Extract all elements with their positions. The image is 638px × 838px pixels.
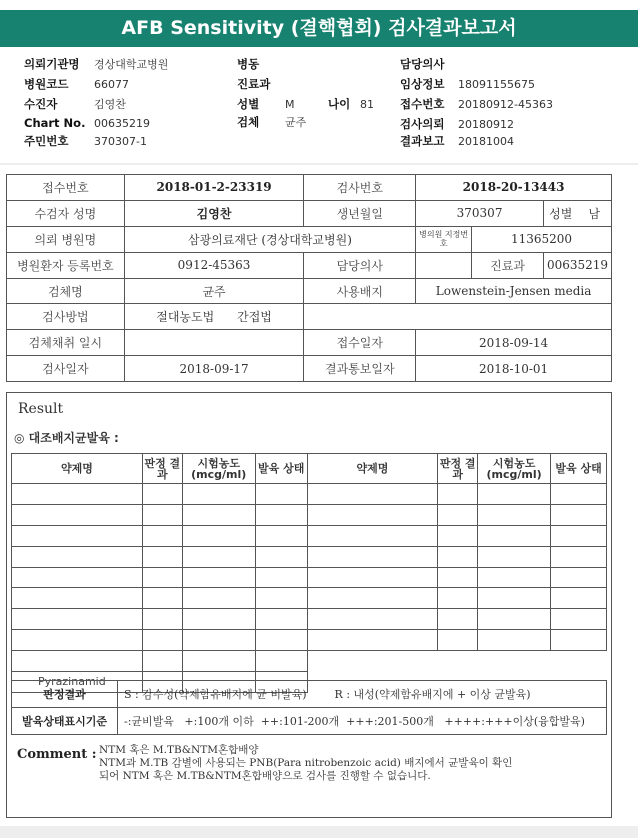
collect-label: 검체채취 일시 [7, 330, 125, 356]
sex-label: 성별 [549, 206, 573, 221]
doctor-label: 담당의사 [304, 252, 416, 278]
header-specimen: 검체 균주 [237, 115, 307, 129]
header-age: 나이 81 [328, 97, 374, 111]
header-institution: 의뢰기관명 경상대학교병원 [24, 57, 169, 71]
dob: 370307 [416, 200, 544, 226]
method-blank [304, 304, 612, 330]
comment-line-1: NTM 혹은 M.TB&NTM혼합배양 [99, 744, 259, 756]
col-judge: 판정 결과 [142, 454, 182, 484]
dept-value: 00635219 [543, 252, 611, 278]
comment-label: Comment : [17, 747, 97, 762]
col-conc-2: 시험농도 (mcg/ml) [478, 454, 551, 484]
test-no-label: 검사번호 [304, 175, 416, 201]
report-title: AFB Sensitivity (결핵협회) 검사결과보고서 [0, 10, 638, 47]
comment-line-3: 되어 NTM 혹은 M.TB&NTM혼합배양으로 검사를 진행할 수 없습니다. [99, 770, 431, 782]
method-absolute: 절대농도법 [156, 310, 215, 325]
header-patient: 수진자 김영찬 [24, 97, 126, 111]
growth-legend-label: 발육상태표시기준 [12, 708, 118, 735]
report-date-label: 결과통보일자 [304, 356, 416, 382]
judge-legend-label: 판정결과 [12, 681, 118, 708]
reg-no: 0912-45363 [124, 252, 304, 278]
hospital-no-label: 병의원 지정번호 [416, 226, 472, 252]
method-value [124, 304, 304, 330]
medium-value: Lowenstein-Jensen media [416, 278, 612, 304]
dept-label: 진료과 [472, 252, 544, 278]
header-hospital-code: 병원코드 66077 [24, 77, 129, 91]
doctor-value [416, 252, 472, 278]
header-chart-no: Chart No. 00635219 [24, 116, 150, 130]
col-judge-2: 판정 결과 [438, 454, 478, 484]
dob-label: 생년월일 [304, 200, 416, 226]
table-row [12, 504, 607, 525]
specimen-value: 균주 [124, 278, 304, 304]
collect-value [124, 330, 304, 356]
table-row [12, 630, 607, 651]
growth-legend-text: -:균비발육 +:100개 이하 ++:101-200개 +++:201-500개 ++++:+++이상(융합발육) [118, 708, 607, 735]
header-attending: 담당의사 [400, 57, 445, 71]
receipt-no: 2018-01-2-23319 [124, 175, 304, 201]
drug-table [11, 453, 607, 693]
footer-band [0, 826, 638, 838]
sex-value: 남 [588, 206, 601, 221]
header-resident-no: 주민번호 370307-1 [24, 134, 147, 148]
header-ward: 병동 [237, 57, 260, 71]
header-divider [0, 163, 638, 165]
receipt-no-label: 접수번호 [7, 175, 125, 201]
reg-label: 병원환자 등록번호 [7, 252, 125, 278]
col-growth-2: 발육 상태 [551, 454, 607, 484]
table-row [12, 525, 607, 546]
hospital-no: 11365200 [472, 226, 612, 252]
header-sex: 성별 M [237, 97, 295, 111]
col-drug-2: 약제명 [307, 454, 438, 484]
drug-pyrazinamid: Pyrazinamid [12, 672, 143, 693]
comment-text [99, 744, 609, 783]
header-dept: 진료과 [237, 77, 271, 91]
patient-name: 김영찬 [124, 200, 304, 226]
test-date-label: 검사일자 [7, 356, 125, 382]
table-row [12, 609, 607, 630]
header-receipt-no: 접수번호 20180912-45363 [400, 97, 553, 111]
hospital-label: 의뢰 병원명 [7, 226, 125, 252]
table-row [12, 567, 607, 588]
medium-label: 사용배지 [304, 278, 416, 304]
result-title: Result [18, 401, 64, 417]
table-row [12, 546, 607, 567]
header-report-date: 결과보고 20181004 [400, 134, 514, 148]
received-label: 접수일자 [304, 330, 416, 356]
method-label: 검사방법 [7, 304, 125, 330]
judge-legend-text: S : 감수성(약제함유배지에 균 비발육) R : 내성(약제함유배지에 + 이상 균발육) [118, 681, 607, 708]
control-growth-label: ◎ 대조배지균발육 : [14, 431, 119, 445]
legend-table [11, 680, 607, 735]
hospital-name: 삼광의료재단 (경상대학교병원) [124, 226, 415, 252]
specimen-info-table [6, 174, 612, 382]
patient-label: 수검자 성명 [7, 200, 125, 226]
report-date: 2018-10-01 [416, 356, 612, 382]
col-drug: 약제명 [12, 454, 143, 484]
header-request-date: 검사의뢰 20180912 [400, 117, 514, 131]
sex-cell [543, 200, 611, 226]
received-value: 2018-09-14 [416, 330, 612, 356]
header-clinical-info: 임상정보 18091155675 [400, 77, 535, 91]
test-date: 2018-09-17 [124, 356, 304, 382]
test-no: 2018-20-13443 [416, 175, 612, 201]
specimen-label: 검체명 [7, 278, 125, 304]
table-row [12, 588, 607, 609]
col-growth: 발육 상태 [255, 454, 307, 484]
col-conc: 시험농도 (mcg/ml) [182, 454, 255, 484]
result-section [6, 392, 612, 818]
comment-line-2: NTM과 M.TB 감별에 사용되는 PNB(Para nitrobenzoic acid) 배지에서 균발육이 확인 [99, 757, 513, 769]
table-row [12, 651, 607, 672]
method-indirect: 간접법 [237, 310, 272, 325]
table-row [12, 484, 607, 505]
